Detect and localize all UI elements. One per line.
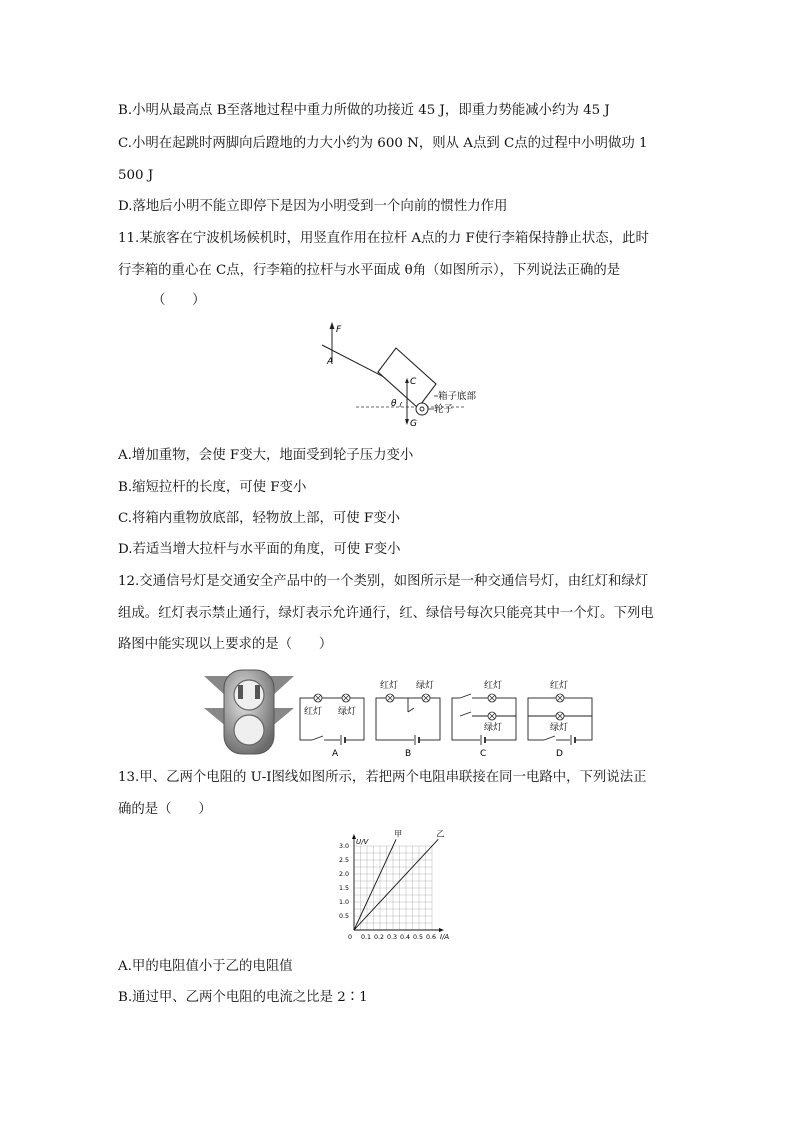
series-label-2: 乙 (436, 830, 445, 839)
circuit-d-label: D (556, 749, 563, 759)
x-axis-arrow (439, 928, 444, 932)
x-tick-label: 0.6 (426, 934, 437, 941)
q10-option-c-line1: C.小明在起跳时两脚向后蹬地的力大小约为 600 N，则从 A点到 C点的过程中小明做功 1 (118, 136, 648, 151)
q11-option-b: B.缩短拉杆的长度，可使 F变小 (118, 480, 307, 495)
label-c: C (410, 377, 417, 387)
label-box-bottom: 箱子底部 (438, 391, 477, 402)
q11-stem-line1: 11.某旅客在宁波机场候机时，用竖直作用在拉杆 A点的力 F使行李箱保持静止状态，此时 (118, 231, 649, 246)
circuit-figure (204, 668, 604, 760)
circuit-a (300, 694, 364, 759)
q11-option-d: D.若适当增大拉杆与水平面的角度，可使 F变小 (118, 542, 401, 557)
traffic-light-icon (204, 670, 294, 754)
x-tick-label: 0.5 (413, 934, 424, 941)
y-tick-label: 3.0 (339, 843, 350, 851)
circuit-c-red-label: 红灯 (484, 681, 503, 691)
q12-stem-line1: 12.交通信号灯是交通安全产品中的一个类别，如图所示是一种交通信号灯，由红灯和绿灯 (118, 574, 649, 589)
label-wheel: 轮子 (434, 404, 454, 415)
y-tick-label: 2.5 (339, 857, 350, 865)
y-tick-label: 2.0 (339, 871, 350, 879)
q11-option-c: C.将箱内重物放底部，轻物放上部，可使 F变小 (118, 511, 400, 526)
x-axis-label: I/A (440, 933, 450, 941)
circuit-b-label: B (405, 749, 412, 759)
circuit-b-red-label: 红灯 (380, 681, 399, 691)
q13-stem-line1: 13.甲、乙两个电阻的 U-I图线如图所示，若把两个电阻串联接在同一电路中，下列说法正 (118, 770, 647, 785)
q10-option-b: B.小明从最高点 B至落地过程中重力所做的功接近 45 J，即重力势能减小约为 45 J (118, 103, 610, 118)
q11-stem-line2: 行李箱的重心在 C点，行李箱的拉杆与水平面成 θ角（如图所示），下列说法正确的是 (118, 263, 621, 278)
x-tick-label: 0.1 (361, 934, 372, 941)
q11-option-a: A.增加重物，会使 F变大，地面受到轮子压力变小 (118, 448, 414, 463)
label-g: G (410, 419, 417, 429)
y-axis-label: U/V (356, 838, 369, 846)
q10-option-d: D.落地后小明不能立即停下是因为小明受到一个向前的惯性力作用 (118, 199, 508, 214)
circuit-a-red-label: 红灯 (304, 707, 323, 717)
circuit-b-green-label: 绿灯 (416, 681, 435, 691)
wheel (416, 403, 428, 415)
luggage-figure (318, 318, 488, 436)
y-tick-label: 1.0 (339, 899, 350, 907)
circuit-a-green-label: 绿灯 (338, 707, 357, 717)
series-label-1: 甲 (394, 830, 403, 839)
q12-stem-line2: 组成。红灯表示禁止通行，绿灯表示允许通行，红、绿信号每次只能亮其中一个灯。下列电 (118, 606, 654, 621)
ui-chart (334, 830, 464, 942)
circuit-d (528, 679, 592, 759)
q13-stem-line2: 确的是（ ） (118, 802, 212, 817)
circuit-b (376, 679, 440, 759)
x-tick-label: 0.2 (374, 934, 385, 941)
x-tick-label: 0.4 (400, 934, 411, 941)
q13-option-a: A.甲的电阻值小于乙的电阻值 (118, 959, 293, 974)
q11-answer-paren: （ ） (152, 293, 206, 308)
q13-option-b: B.通过甲、乙两个电阻的电流之比是 2∶1 (118, 990, 368, 1005)
y-tick-label: 1.5 (339, 885, 350, 893)
circuit-a-label: A (332, 749, 339, 759)
x-tick-label: 0.3 (387, 934, 398, 941)
label-theta: θ (391, 399, 397, 409)
circuit-d-green-label: 绿灯 (550, 723, 569, 733)
circuit-c-label: C (480, 749, 487, 759)
q12-stem-line3: 路图中能实现以上要求的是（ ） (118, 637, 333, 652)
label-f: F (336, 325, 342, 335)
y-tick-label: 0.5 (339, 913, 350, 921)
circuit-c (452, 679, 516, 759)
circuit-c-green-label: 绿灯 (484, 723, 503, 733)
x-tick-label: 0 (348, 934, 353, 941)
label-a: A (327, 357, 334, 367)
q10-option-c-line2: 500 J (118, 168, 154, 183)
circuit-d-red-label: 红灯 (550, 681, 569, 691)
